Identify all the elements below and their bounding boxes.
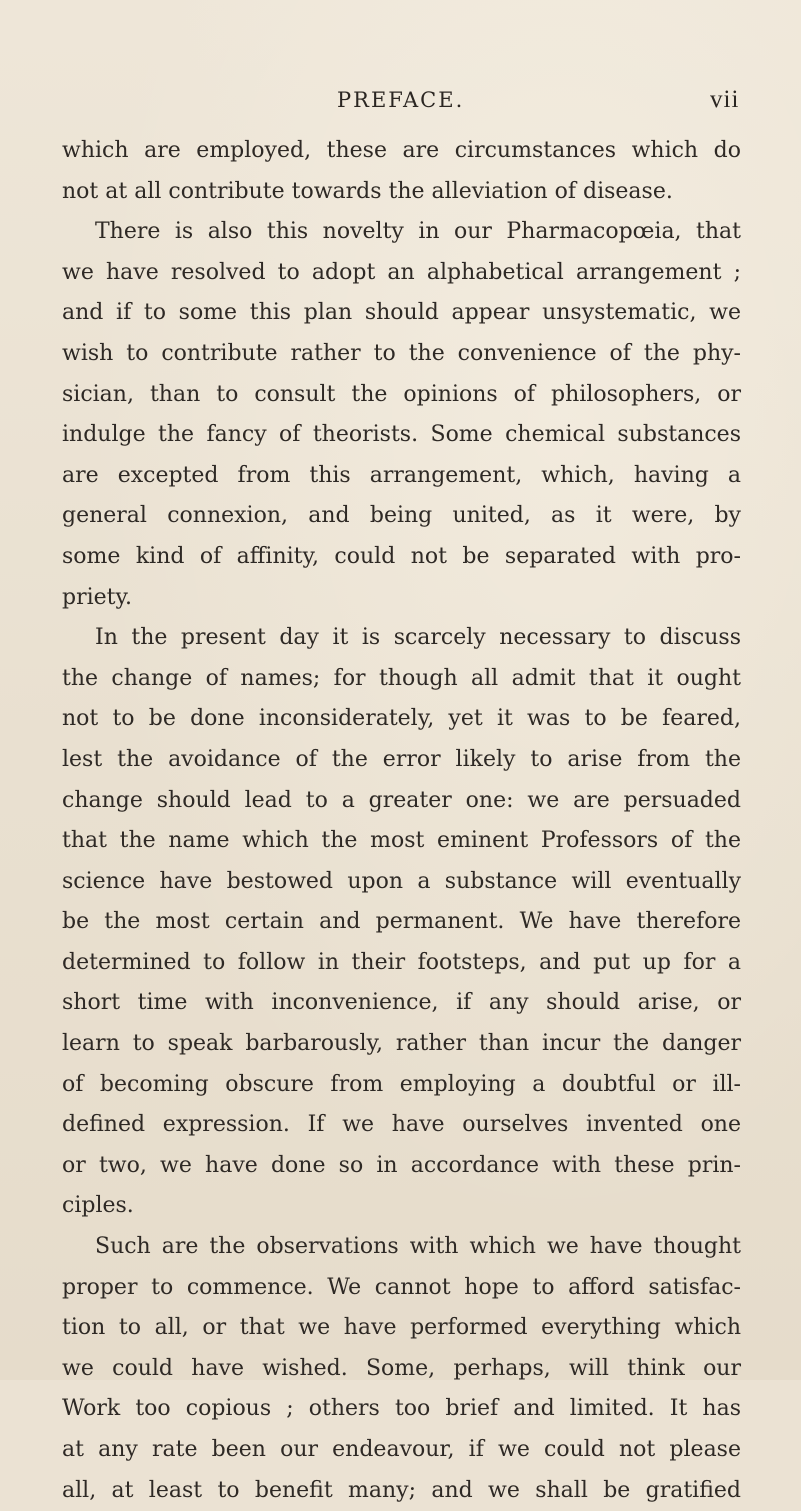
- text-line: not at all contribute towards the alleviation of disease.: [62, 178, 673, 204]
- text-line: the change of names; for though all admit that it ought: [62, 665, 741, 691]
- text-line: short time with inconvenience, if any should arise, or: [62, 990, 741, 1016]
- text-line: indulge the fancy of theorists. Some chemical substances: [62, 422, 741, 448]
- text-line: lest the avoidance of the error likely to arise from the: [62, 746, 741, 772]
- text-line: science have bestowed upon a substance will eventually: [62, 868, 741, 894]
- text-line: Work too copious ; others too brief and limited. It has: [62, 1396, 741, 1422]
- text-line: proper to commence. We cannot hope to afford satisfac-: [62, 1274, 741, 1300]
- text-line: be the most certain and permanent. We have therefore: [62, 909, 741, 935]
- text-line: not to be done inconsiderately, yet it was to be feared,: [62, 706, 741, 732]
- text-line: sician, than to consult the opinions of philosophers, or: [62, 381, 741, 407]
- text-line: general connexion, and being united, as it were, by: [62, 503, 741, 529]
- text-line: we could have wished. Some, perhaps, will think our: [62, 1355, 741, 1381]
- text-line: ciples.: [62, 1193, 134, 1219]
- text-line: of becoming obscure from employing a doubtful or ill-: [62, 1071, 741, 1097]
- text-line: tion to all, or that we have performed everything which: [62, 1315, 741, 1341]
- text-line: change should lead to a greater one: we are persuaded: [62, 787, 741, 813]
- text-line: defined expression. If we have ourselves invented one: [62, 1112, 741, 1138]
- page-header: [0, 88, 801, 128]
- text-line: which are employed, these are circumstances which do: [62, 138, 741, 163]
- text-line: learn to speak barbarously, rather than incur the danger: [62, 1031, 741, 1057]
- paragraph-first-line: Such are the observations with which we have thought: [95, 1234, 741, 1260]
- text-line: are excepted from this arrangement, which, having a: [62, 462, 741, 488]
- text-line: wish to contribute rather to the convenience of the phy-: [62, 340, 741, 366]
- text-line: or two, we have done so in accordance with these prin-: [62, 1152, 741, 1178]
- text-line: and if to some this plan should appear unsystematic, we: [62, 300, 741, 326]
- paragraph-first-line: There is also this novelty in our Pharmacopœia, that: [95, 219, 741, 245]
- text-line: all, at least to benefit many; and we shall be gratified: [62, 1477, 741, 1503]
- body-text: [62, 131, 741, 1511]
- running-head: PREFACE.: [337, 88, 465, 112]
- text-line: priety.: [62, 584, 132, 610]
- text-line: at any rate been our endeavour, if we could not please: [62, 1437, 741, 1462]
- page-number: vii: [710, 86, 740, 113]
- text-line: that the name which the most eminent Professors of the: [62, 828, 741, 854]
- text-line: some kind of affinity, could not be separated with pro-: [62, 543, 741, 569]
- paragraph-first-line: In the present day it is scarcely necessary to discuss: [95, 625, 741, 651]
- text-line: determined to follow in their footsteps, and put up for a: [62, 949, 741, 975]
- text-line: we have resolved to adopt an alphabetical arrangement ;: [62, 259, 741, 285]
